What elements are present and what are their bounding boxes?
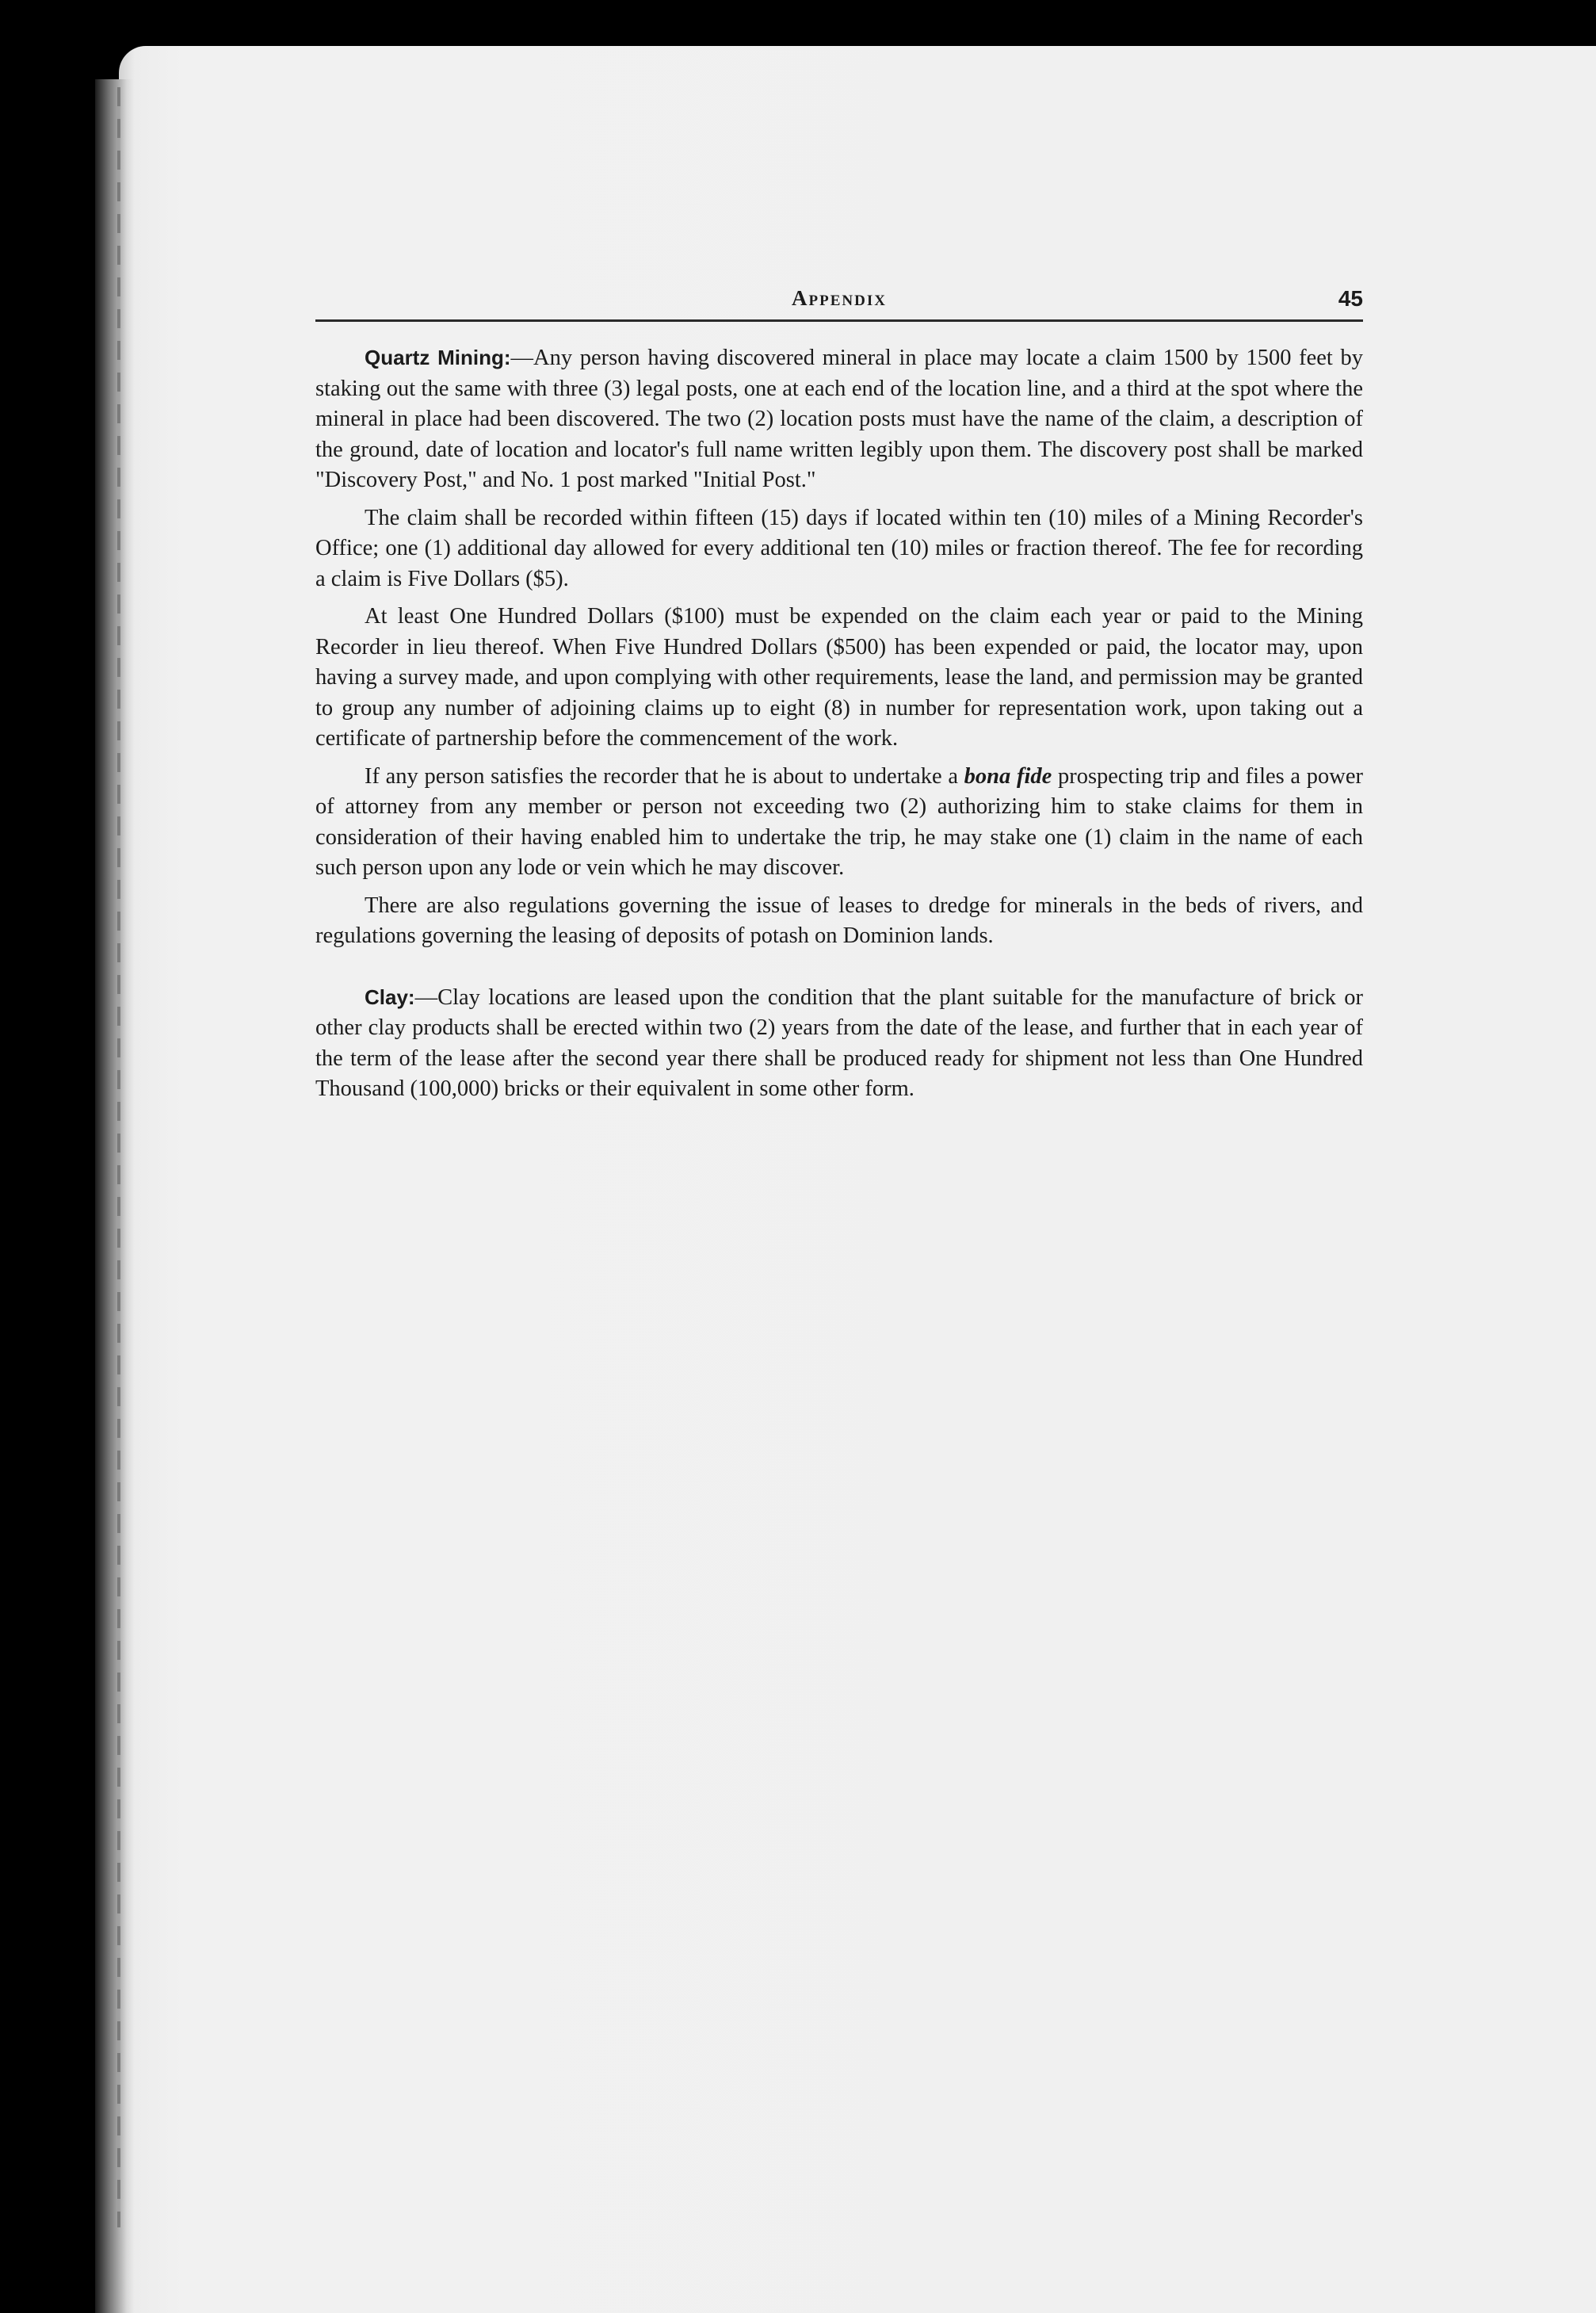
header-rule: [315, 319, 1363, 322]
paragraph-quartz-mining: [315, 342, 1363, 496]
section-heading-clay: Clay:: [365, 984, 415, 1009]
paragraph-text: —Clay locations are leased upon the condition that the plant suitable for the manufacture of brick or other clay products shall be erected within two (2) years from the date of the lease, and further that in each year of the term of the lease after the second year there shall be produced ready for shipment not less than One Hundred Thousand (100,000) bricks or their equivalent in some other form.: [315, 984, 1363, 1101]
paragraph-claim-recording: The claim shall be recorded within fifteen (15) days if located within ten (10) miles of a Mining Recorder's Office; one (1) additional day allowed for every additional ten (10) miles or fraction thereof. The fee for recording a claim is Five Dollars ($5).: [315, 505, 1363, 591]
paragraph-text: —Any person having discovered mineral in place may locate a claim 1500 by 1500 feet by staking out the same with three (3) legal posts, one at each end of the location line, and a third at the spot where the mineral in place had been discovered. The two (2) location posts must have the name of the claim, a description of the ground, date of location and locator's full name written legibly upon them. The discovery post shall be marked "Discovery Post," and No. 1 post marked "Initial Post.": [315, 346, 1363, 492]
page-binding-edge: [95, 79, 133, 2313]
section-heading-quartz-mining: Quartz Mining:: [365, 346, 511, 369]
paragraph-text: prospecting trip and files a power of attorney from any member or person not exceeding two (2) authorizing him to stake claims for them in consideration of their having enabled him to undertake the trip, he may stake one (1) claim in the name of each such person upon any lode or vein which he may discover.: [315, 763, 1363, 880]
page-number: 45: [1338, 286, 1363, 311]
emphasis-bona-fide: bona fide: [964, 763, 1052, 789]
paragraph-prospecting-trip: [315, 762, 1363, 884]
paragraph-clay: [315, 982, 1363, 1105]
paragraph-text: If any person satisfies the recorder that he is about to undertake a: [365, 763, 964, 789]
paragraph-dredging-regulations: There are also regulations governing the issue of leases to dredge for minerals in the beds of rivers, and regulations governing the leasing of deposits of potash on Dominion lands.: [315, 893, 1363, 948]
binding-stitch-line: [117, 87, 120, 2227]
running-head: [315, 281, 1363, 318]
paragraph-annual-expenditure: At least One Hundred Dollars ($100) must be expended on the claim each year or paid to the Mining Recorder in lieu thereof. When Five Hundred Dollars ($500) has been expended or paid, the locator may, upon having a survey made, and upon complying with other requirements, lease the land, and permission may be granted to group any number of adjoining claims up to eight (8) in number for representation work, upon taking out a certificate of partnership before the commencement of the work.: [315, 604, 1363, 751]
running-title: Appendix: [792, 286, 887, 310]
page-text-block: [315, 281, 1363, 1112]
